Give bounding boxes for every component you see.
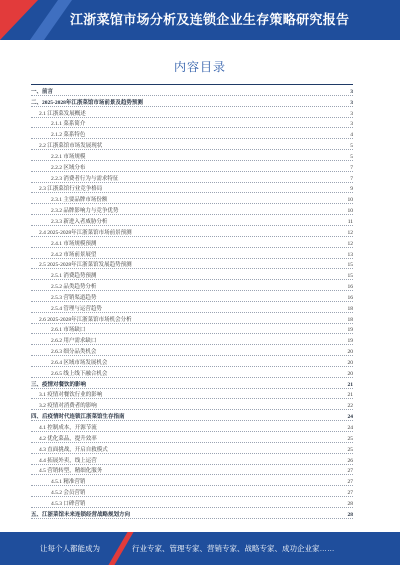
toc-entry[interactable] (31, 378, 353, 389)
toc-entry-title: 4.1 控制成本，开源节流 (39, 425, 97, 431)
toc-entry-page: 24 (347, 425, 353, 431)
toc-entry[interactable] (31, 465, 353, 476)
toc-entry-page: 3 (350, 121, 353, 128)
toc-entry-page: 7 (350, 175, 353, 182)
toc-entry-page: 12 (347, 240, 353, 247)
toc-entry[interactable] (31, 497, 353, 508)
toc-entry-page: 11 (347, 218, 353, 225)
header-banner (0, 0, 400, 40)
toc-entry[interactable] (31, 237, 353, 248)
toc-entry-page: 3 (350, 110, 353, 117)
toc-entry-title: 2.6 2025-2028年江浙菜馆市场机会分析 (39, 316, 132, 323)
toc-entry-title: 2.3.1 主要品牌市场份额 (51, 197, 108, 204)
toc-entry-title: 4.3 直面挑战，开启自救模式 (39, 446, 108, 453)
toc-entry-title: 2.5.2 品类趋势分析 (51, 284, 97, 291)
toc-entry-page: 12 (347, 229, 353, 236)
toc-entry-title: 4.4 拓展外卖，线上运营 (39, 457, 97, 464)
toc-entry-title: 五、江浙菜馆未来连锁经营战略规划方向 (31, 511, 131, 518)
toc-entry-page: 20 (347, 359, 353, 366)
toc-entry-title: 2.1 江浙菜发展概述 (39, 110, 86, 117)
toc-entry-page: 28 (347, 500, 353, 507)
toc-entry[interactable] (31, 486, 353, 497)
toc-entry-title: 2.1.1 菜系简介 (51, 121, 86, 128)
toc-entry-title: 4.5.3 口碑营销 (51, 500, 86, 507)
toc-entry[interactable] (31, 193, 353, 204)
toc-entry-page: 18 (347, 305, 353, 312)
toc-entry-title: 2.5 2025-2028年江浙菜馆发展趋势预测 (39, 262, 132, 269)
toc-entry-title: 2.5.4 管理与运营趋势 (51, 305, 102, 312)
toc-entry-page: 27 (347, 490, 353, 497)
toc-entry[interactable] (31, 128, 353, 139)
toc-entry-page: 25 (347, 435, 353, 442)
toc-entry-title: 2.5.3 营销渠道趋势 (51, 294, 97, 301)
toc-entry-page: 7 (350, 164, 353, 171)
footer-slogan-left: 让每个人都能成为 (40, 544, 100, 553)
toc-entry-page: 10 (347, 197, 353, 204)
toc-entry[interactable] (31, 443, 353, 454)
toc-entry[interactable] (31, 172, 353, 183)
toc-entry-page: 19 (347, 338, 353, 345)
toc-entry[interactable] (31, 389, 353, 400)
toc-entry-page: 9 (350, 186, 353, 193)
toc-entry-page: 24 (347, 414, 353, 421)
toc-entry[interactable] (31, 334, 353, 345)
footer-slogan-right: 行业专家、管理专家、营销专家、战略专家、成功企业家…… (132, 544, 335, 553)
toc-entry-title: 一、前言 (31, 88, 54, 95)
toc-entry[interactable] (31, 291, 353, 302)
toc-entry-title: 2.3 江浙菜馆行业竞争格局 (39, 186, 103, 193)
table-of-contents (31, 84, 353, 519)
toc-entry-title: 4.5 营销转型，精细化服务 (39, 468, 103, 475)
toc-entry-page: 25 (347, 446, 353, 453)
toc-entry[interactable] (31, 118, 353, 129)
toc-entry-page: 3 (350, 99, 353, 106)
toc-entry-title: 4.5.2 会员营销 (51, 490, 86, 497)
toc-entry-page: 16 (347, 294, 353, 301)
toc-entry[interactable] (31, 432, 353, 443)
toc-entry-page: 5 (350, 143, 353, 150)
toc-entry-page: 28 (347, 511, 353, 518)
toc-entry-title: 3.2 疫情对消费者的影响 (39, 403, 97, 410)
toc-entry[interactable] (31, 410, 353, 421)
toc-entry-title: 2.6.2 用户需求缺口 (51, 338, 97, 345)
toc-entry[interactable] (31, 508, 353, 519)
report-title: 江浙菜馆市场分析及连锁企业生存策略研究报告 (70, 12, 350, 27)
toc-entry-page: 22 (347, 403, 353, 410)
toc-entry[interactable] (31, 421, 353, 432)
toc-entry-title: 四、后疫情时代连锁江浙菜馆生存指南 (31, 414, 125, 421)
toc-entry[interactable] (31, 280, 353, 291)
toc-heading: 内容目录 (173, 60, 226, 74)
toc-entry-page: 3 (350, 88, 353, 95)
toc-entry-page: 13 (347, 251, 353, 258)
toc-entry[interactable] (31, 204, 353, 215)
toc-entry[interactable] (31, 313, 353, 324)
toc-entry[interactable] (31, 367, 353, 378)
toc-entry[interactable] (31, 399, 353, 410)
toc-entry-title: 三、疫情对餐饮的影响 (31, 381, 87, 388)
toc-entry[interactable] (31, 150, 353, 161)
toc-entry-title: 2.3.3 新进入者威胁分析 (51, 218, 108, 225)
toc-entry-title: 2.5.1 消费趋势预测 (51, 273, 97, 280)
toc-entry-page: 26 (347, 457, 353, 464)
toc-entry-page: 10 (347, 208, 353, 215)
toc-entry-title: 2.6.3 细分品类机会 (51, 349, 97, 356)
toc-entry[interactable] (31, 96, 353, 107)
toc-entry[interactable] (31, 475, 353, 486)
toc-entry-page: 19 (347, 327, 353, 334)
toc-entry[interactable] (31, 248, 353, 259)
toc-entry-page: 20 (347, 349, 353, 356)
toc-entry[interactable] (31, 324, 353, 335)
toc-entry-title: 2.6.4 区域市场发展机会 (51, 359, 108, 366)
header-red-accent (0, 0, 38, 40)
toc-entry[interactable] (31, 139, 353, 150)
toc-entry-title: 2.2.2 区域分布 (51, 164, 86, 171)
toc-entry[interactable] (31, 356, 353, 367)
toc-entry-page: 21 (347, 392, 353, 399)
toc-entry-page: 5 (350, 153, 353, 160)
toc-entry-page: 27 (347, 479, 353, 486)
toc-entry-title: 2.6.5 线上线下融合机会 (51, 370, 108, 377)
toc-entry-title: 2.2 江浙菜馆市场发展现状 (39, 143, 103, 150)
toc-entry-title: 2.4.2 市场前景展望 (51, 251, 97, 258)
toc-entry-page: 4 (350, 132, 353, 139)
toc-entry-title: 2.3.2 品牌影响力与竞争优势 (51, 208, 119, 215)
toc-entry-title: 4.2 优化菜品，提升效率 (39, 435, 97, 442)
toc-entry-page: 15 (347, 273, 353, 280)
toc-entry-title: 2.1.2 菜系特色 (51, 132, 86, 139)
toc-entry[interactable] (31, 161, 353, 172)
toc-entry[interactable] (31, 107, 353, 118)
toc-entry-title: 二、2025-2028年江浙菜馆市场前景及趋势预测 (31, 99, 143, 106)
toc-entry[interactable] (31, 183, 353, 194)
toc-entry[interactable] (31, 85, 353, 96)
toc-entry-title: 2.4.1 市场规模预测 (51, 240, 97, 247)
toc-entry[interactable] (31, 345, 353, 356)
toc-entry-title: 2.4 2025-2028年江浙菜馆市场前景预测 (39, 229, 132, 236)
toc-entry-title: 3.1 疫情对餐饮行业的影响 (39, 392, 103, 399)
toc-entry-title: 2.6.1 市场缺口 (51, 327, 86, 334)
toc-entry-page: 16 (347, 284, 353, 291)
toc-entry-title: 2.2.3 消费者行为与需求特征 (51, 175, 119, 182)
toc-entry[interactable] (31, 454, 353, 465)
footer-red-divider (108, 532, 133, 565)
toc-entry-title: 2.2.1 市场规模 (51, 153, 86, 160)
toc-entry[interactable] (31, 269, 353, 280)
footer-banner (0, 532, 400, 565)
toc-entry-page: 21 (347, 381, 353, 388)
toc-entry[interactable] (31, 302, 353, 313)
toc-entry-page: 27 (347, 468, 353, 475)
toc-entry[interactable] (31, 259, 353, 270)
toc-entry-page: 18 (347, 316, 353, 323)
toc-entry-page: 20 (347, 370, 353, 377)
toc-entry[interactable] (31, 215, 353, 226)
toc-entry-page: 15 (347, 262, 353, 269)
toc-entry-title: 4.5.1 精准营销 (51, 479, 86, 486)
toc-entry[interactable] (31, 226, 353, 237)
